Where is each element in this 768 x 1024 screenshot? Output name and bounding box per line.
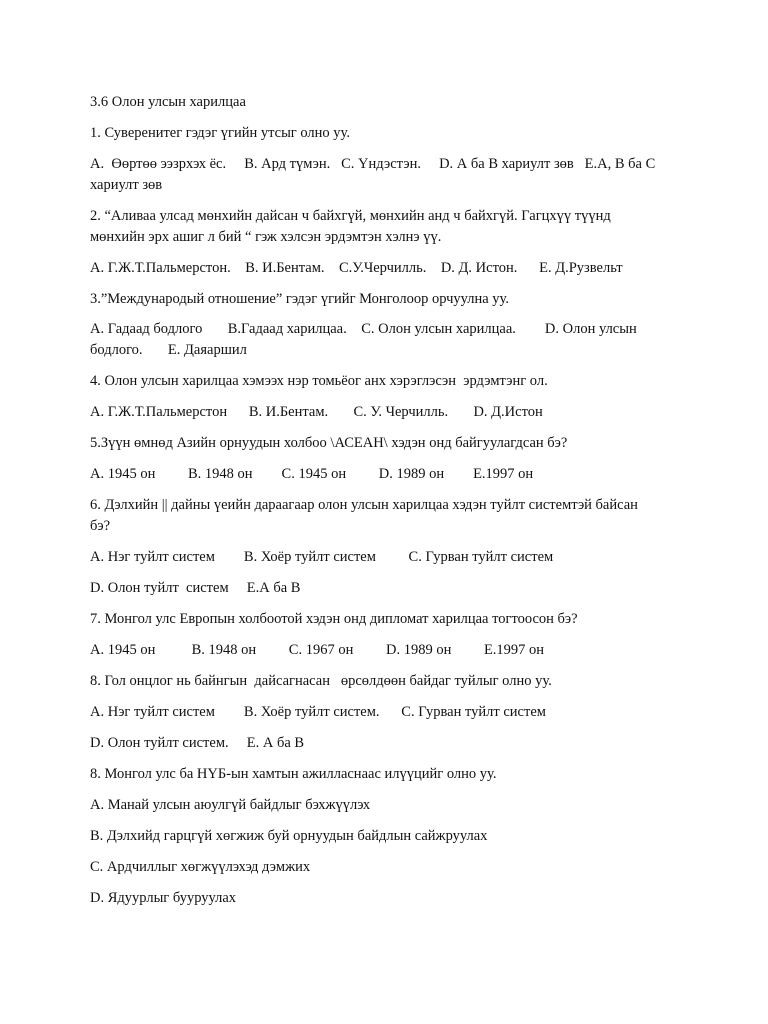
question-5-options: А. 1945 он В. 1948 он С. 1945 он D. 1989 он Е.1997 он [90, 466, 534, 482]
question-2-options: А. Г.Ж.Т.Пальмерстон. В. И.Бентам. С.У.Черчилль. D. Д. Истон. Е. Д.Рузвельт [90, 260, 623, 276]
question-4: 4. Олон улсын харилцаа хэмээх нэр томьёог анх хэрэглэсэн эрдэмтэнг ол. [90, 373, 548, 389]
question-4-options: А. Г.Ж.Т.Пальмерстон В. И.Бентам. С. У. Черчилль. D. Д.Истон [90, 404, 543, 420]
question-8-options: А. Нэг туйлт систем В. Хоёр туйлт систем. С. Гурван туйлт систем [90, 704, 546, 720]
question-5: 5.Зүүн өмнөд Азийн орнуудын холбоо \АСЕАН\ хэдэн онд байгуулагдсан бэ? [90, 435, 568, 451]
question-9: 8. Монгол улс ба НҮБ-ын хамтын ажилласнаас илүүцийг олно уу. [90, 766, 497, 782]
question-2: 2. “Аливаа улсад мөнхийн дайсан ч байхгүй, мөнхийн анд ч байхгүй. Гагцхүү түүнд [90, 208, 611, 224]
question-1-options: А. Өөртөө ээзрхэх ёс. В. Ард түмэн. С. Үндэстэн. D. А ба В хариулт зөв Е.А, В ба С [90, 156, 656, 172]
question-8: 8. Гол онцлог нь байнгын дайсагнасан өрсөлдөөн байдаг туйлыг олно уу. [90, 673, 552, 689]
question-3: 3.”Международый отношение” гэдэг үгийг Монголоор орчуулна уу. [90, 291, 509, 307]
question-3-options-cont: бодлого. Е. Даяаршил [90, 342, 247, 358]
question-6-cont: бэ? [90, 518, 111, 534]
question-8-options-cont: D. Олон туйлт систем. Е. А ба В [90, 735, 305, 751]
question-3-options: А. Гадаад бодлого В.Гадаад харилцаа. С. Олон улсын харилцаа. D. Олон улсын [90, 321, 637, 337]
question-6-options: А. Нэг туйлт систем В. Хоёр туйлт систем С. Гурван туйлт систем [90, 549, 554, 565]
question-9-option-d: D. Ядуурлыг бууруулах [90, 890, 237, 906]
question-9-option-a: А. Манай улсын аюулгүй байдлыг бэхжүүлэх [90, 797, 371, 813]
question-9-option-c: С. Ардчиллыг хөгжүүлэхэд дэмжих [90, 859, 311, 875]
question-1-options-cont: хариулт зөв [90, 177, 163, 193]
question-6: 6. Дэлхийн || дайны үеийн дараагаар олон улсын харилцаа хэдэн туйлт системтэй байсан [90, 497, 638, 513]
question-9-option-b: В. Дэлхийд гарцгүй хөгжиж буй орнуудын байдлын сайжруулах [90, 828, 488, 844]
section-title: 3.6 Олон улсын харилцаа [90, 94, 246, 110]
question-2-cont: мөнхийн эрх ашиг л бий “ гэж хэлсэн эрдэмтэн хэлнэ үү. [90, 229, 442, 245]
question-6-options-cont: D. Олон туйлт систем Е.А ба В [90, 580, 301, 596]
question-7: 7. Монгол улс Европын холбоотой хэдэн онд дипломат харилцаа тогтоосон бэ? [90, 611, 578, 627]
question-7-options: А. 1945 он В. 1948 он С. 1967 он D. 1989 он Е.1997 он [90, 642, 545, 658]
question-1: 1. Суверенитег гэдэг үгийн утсыг олно уу. [90, 125, 350, 141]
